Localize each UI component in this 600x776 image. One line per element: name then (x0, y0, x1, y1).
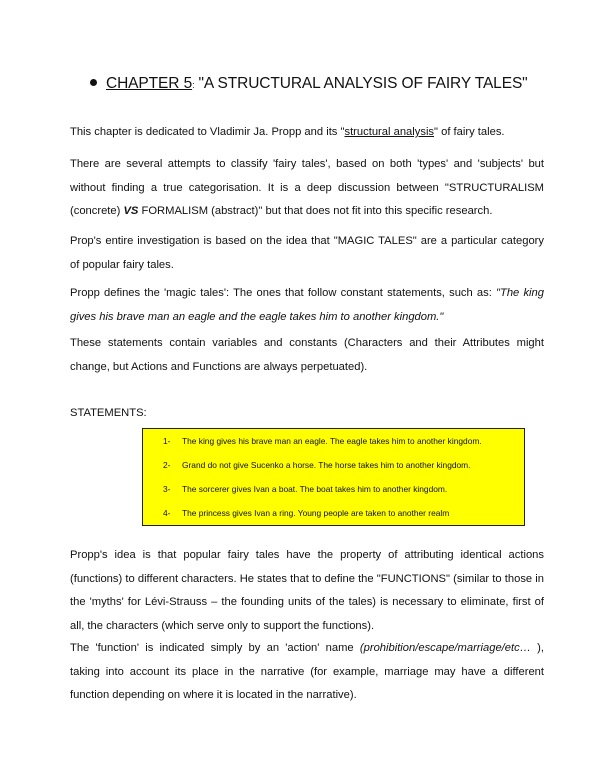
statement-number: 4- (163, 508, 171, 518)
chapter-heading (90, 75, 528, 93)
statement-text: The sorcerer gives Ivan a boat. The boat takes him to another kingdom. (182, 484, 448, 494)
variables-paragraph: These statements contain variables and constants (Characters and their Attributes might change, but Actions and Functions are always perpetuated). (70, 337, 544, 373)
statements-box (142, 428, 525, 526)
intro-text-start: This chapter is dedicated to Vladimir Ja. Propp and its " (70, 126, 345, 138)
definition-quote: "The king gives his brave man an eagle and the eagle takes him to another kingdom." (70, 287, 544, 323)
classification-text-start: There are several attempts to classify 'fairy tales', based on both 'types' and 'subjects' but without finding a true categorisation. It is a deep discussion between "STRUCTURALISM (concrete) (70, 158, 544, 217)
propp-definition-paragraph (70, 282, 544, 329)
statement-text: The princess gives Ivan a ring. Young people are taken to another realm (182, 508, 450, 518)
structural-analysis-term: structural analysis (344, 126, 435, 138)
heading-colon: : (192, 80, 195, 90)
statement-item (163, 460, 471, 470)
statement-text: The king gives his brave man an eagle. The eagle takes him to another kingdom. (182, 436, 482, 446)
intro-text-end: " of fairy tales. (434, 126, 505, 138)
vs-term: VS (123, 205, 139, 217)
function-definition-paragraph (70, 637, 544, 708)
definition-text: Propp defines the 'magic tales': The ones that follow constant statements, such as: (70, 287, 497, 299)
statement-text: Grand do not give Sucenko a horse. The horse takes him to another kingdom. (182, 460, 471, 470)
statement-item (163, 436, 482, 446)
function-examples: (prohibition/escape/marriage/etc… (359, 642, 531, 654)
function-text-end: ), taking into account its place in the narrative (for example, marriage may have a different function depending on where it is located in the narrative). (70, 642, 544, 701)
classification-paragraph (70, 153, 544, 224)
function-text-start: The 'function' is indicated simply by an 'action' name (70, 642, 360, 654)
chapter-title: "A STRUCTURAL ANALYSIS OF FAIRY TALES" (198, 75, 528, 92)
statement-number: 1- (163, 436, 171, 446)
statements-label: STATEMENTS: (70, 407, 147, 419)
statement-item (163, 508, 449, 518)
statement-item (163, 484, 447, 494)
magic-tales-paragraph: Prop's entire investigation is based on the idea that "MAGIC TALES" are a particular category of popular fairy tales. (70, 235, 544, 271)
chapter-number: CHAPTER 5 (106, 75, 193, 92)
classification-text-end: FORMALISM (abstract)" but that does not fit into this specific research. (138, 205, 493, 217)
statement-number: 3- (163, 484, 171, 494)
bullet-icon (90, 79, 97, 86)
functions-paragraph: Propp's idea is that popular fairy tales have the property of attributing identical actions (functions) to different characters. He states that to define the "FUNCTIONS" (similar to those in the 'myths' for Lévi-Strauss – the founding units of the tales) is necessary to eliminate, first of all, the characters (which serve only to support the functions). (70, 549, 544, 632)
intro-paragraph (70, 121, 544, 145)
statement-number: 2- (163, 460, 171, 470)
